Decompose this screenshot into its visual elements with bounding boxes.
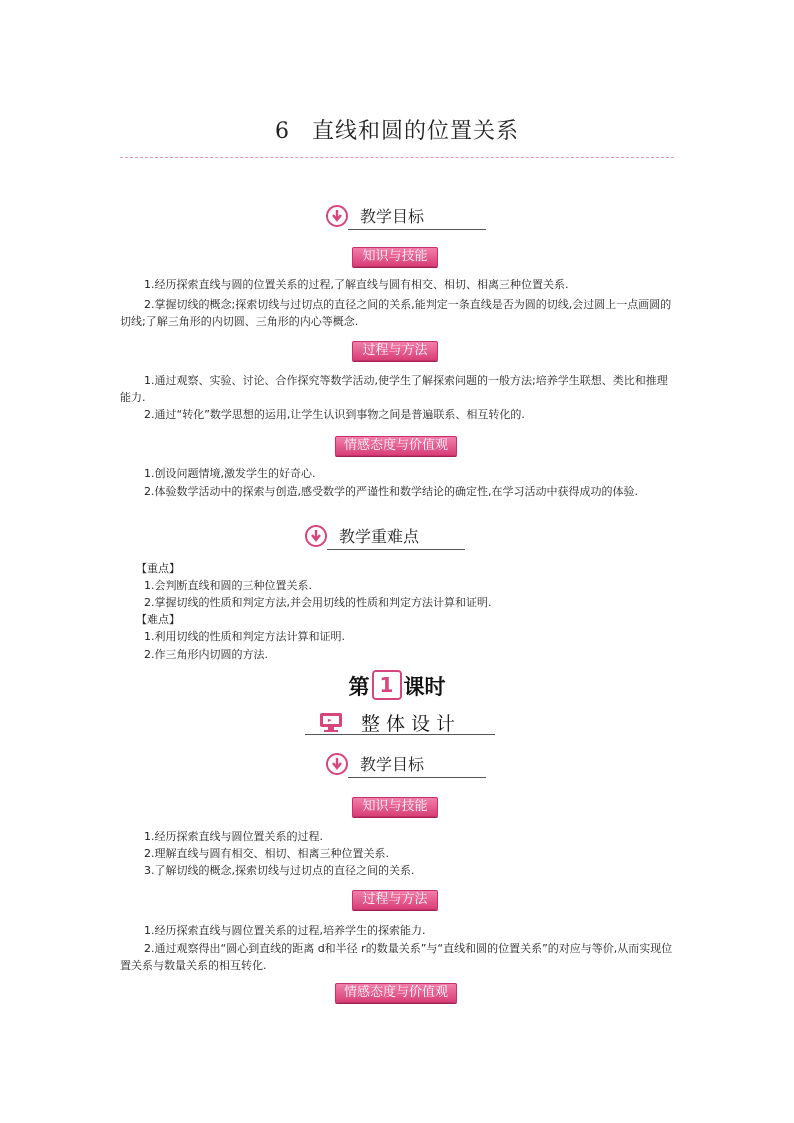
difficult-label: 【难点】 [136,613,180,626]
paragraph: 2.掌握切线的概念;探索切线与过切点的直径之间的关系,能判定一条直线是否为圆的切线,会过圆上一点画圆的切线;了解三角形的内切圆、三角形的内心等概念. [120,298,672,328]
lesson-suffix: 课时 [403,675,446,699]
section-heading-label: 教学目标 [360,207,425,226]
arrow-down-icon [326,753,348,775]
heading-underline [327,549,465,550]
badge-process: 过程与方法 [352,890,438,910]
paragraph: 1.创设问题情境,激发学生的好奇心. [144,467,316,480]
lesson-number: 1 [372,670,402,700]
section-heading-label: 教学目标 [360,755,425,774]
title-divider [120,157,674,158]
lesson-title [0,670,794,701]
paragraph: 2.通过“转化”数学思想的运用,让学生认识到事物之间是普遍联系、相互转化的. [144,408,525,421]
lesson-prefix: 第 [348,675,370,699]
key-label: 【重点】 [136,562,180,575]
heading-underline [305,734,495,735]
paragraph: 2.体验数学活动中的探索与创造,感受数学的严谨性和数学结论的确定性,在学习活动中获得成功的体验. [144,485,638,498]
arrow-down-icon [305,525,327,547]
badge-knowledge: 知识与技能 [352,247,438,267]
heading-underline [348,777,486,778]
title-number: 6 [274,119,290,144]
paragraph: 2.理解直线与圆有相交、相切、相离三种位置关系. [144,847,389,860]
paragraph: 1.会判断直线和圆的三种位置关系. [144,579,312,592]
paragraph: 2.掌握切线的性质和判定方法,并会用切线的性质和判定方法计算和证明. [144,596,492,609]
monitor-icon [319,712,343,736]
design-heading [305,708,495,738]
badge-emotion: 情感态度与价值观 [335,436,457,456]
paragraph: 2.通过观察得出“圆心到直线的距离 d和半径 r的数量关系”与“直线和圆的位置关系”的对应与等价,从而实现位置关系与数量关系的相互转化. [120,942,673,972]
paragraph: 1.经历探索直线与圆位置关系的过程,培养学生的探索能力. [144,924,426,937]
paragraph: 1.利用切线的性质和判定方法计算和证明. [144,630,345,643]
paragraph: 2.作三角形内切圆的方法. [144,648,268,661]
paragraph: 3.了解切线的概念,探索切线与过切点的直径之间的关系. [144,864,415,877]
heading-underline [348,229,486,230]
section-heading-goals [326,204,486,234]
section-heading-label: 教学重难点 [339,527,420,546]
title-text: 直线和圆的位置关系 [311,119,519,144]
page-title [0,114,794,145]
arrow-down-icon [326,205,348,227]
section-heading-goals [326,752,486,782]
paragraph: 1.通过观察、实验、讨论、合作探究等数学活动,使学生了解探索问题的一般方法;培养学生联想、类比和推理能力. [120,374,668,404]
section-heading-key-points [305,524,465,554]
design-heading-label: 整体设计 [361,713,462,735]
badge-emotion: 情感态度与价值观 [335,983,457,1003]
paragraph: 1.经历探索直线与圆的位置关系的过程,了解直线与圆有相交、相切、相离三种位置关系. [144,278,569,291]
paragraph: 1.经历探索直线与圆位置关系的过程. [144,830,323,843]
badge-process: 过程与方法 [352,341,438,361]
badge-knowledge: 知识与技能 [352,797,438,817]
